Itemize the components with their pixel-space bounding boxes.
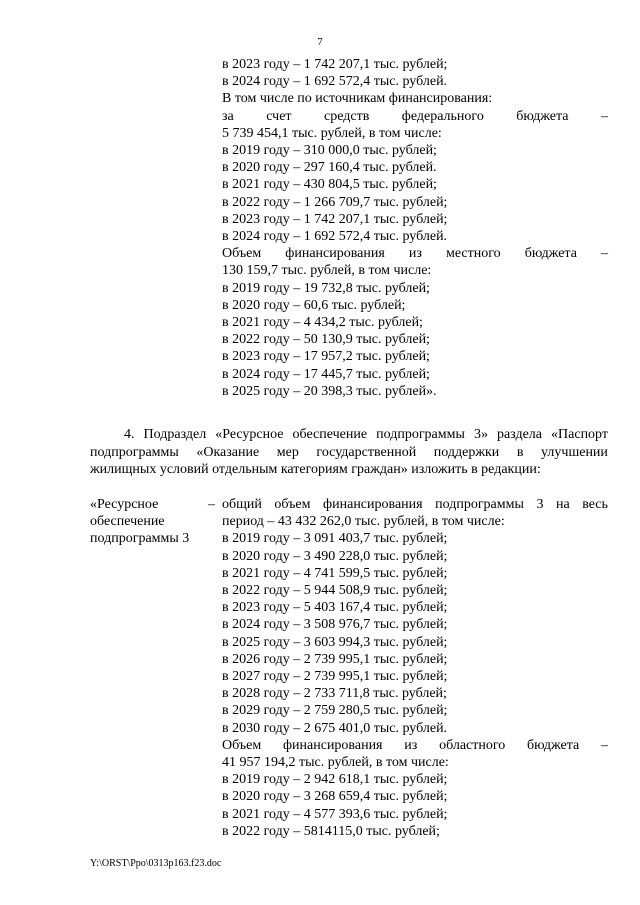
word: мер <box>276 444 299 460</box>
text-line: в 2026 году – 2 739 995,1 тыс. рублей; <box>222 651 448 667</box>
word: подпрограммы <box>435 497 524 512</box>
text-line: в 2025 году – 20 398,3 тыс. рублей». <box>222 383 437 399</box>
word: объем <box>274 497 311 512</box>
word: из <box>408 246 422 262</box>
text-line: в 2019 году – 2 942 618,1 тыс. рублей; <box>222 772 448 788</box>
text-line: 41 957 194,2 тыс. рублей, в том числе: <box>222 755 449 770</box>
text-line: в 2019 году – 3 091 403,7 тыс. рублей; <box>222 531 448 547</box>
text-line: в 2024 году – 3 508 976,7 тыс. рублей; <box>222 617 448 633</box>
word: обеспечение <box>292 427 368 442</box>
word: – <box>601 737 608 753</box>
paragraph-4-line <box>90 444 608 461</box>
text-line: период – 43 432 262,0 тыс. рублей, в том числе: <box>222 514 505 530</box>
text-line: в 2024 году – 1 692 572,4 тыс. рублей. <box>222 229 448 244</box>
text-line: в 2025 году – 3 603 994,3 тыс. рублей; <box>222 634 448 650</box>
local-budget-heading <box>222 245 608 262</box>
word: поддержки <box>433 444 500 460</box>
paragraph-4-line <box>124 426 608 443</box>
word: финансирования <box>323 497 423 512</box>
word: счет <box>266 108 292 124</box>
text-line: в 2023 году – 5 403 167,4 тыс. рублей; <box>222 600 448 616</box>
text-line: в 2023 году – 1 742 207,1 тыс. рублей; <box>222 57 448 72</box>
text-line: в 2020 году – 60,6 тыс. рублей; <box>222 297 406 313</box>
page-number: 7 <box>317 36 323 48</box>
word: бюджета <box>527 737 580 753</box>
word: Объем <box>222 246 262 262</box>
resource-label: обеспечение <box>90 514 165 530</box>
word: Объем <box>222 737 262 753</box>
text-line: 130 159,7 тыс. рублей, в том числе: <box>222 263 432 279</box>
resource-label: «Ресурсное <box>90 497 159 512</box>
word: весь <box>582 497 608 512</box>
text-line: 5 739 454,1 тыс. рублей, в том числе: <box>222 125 442 141</box>
text-line: в 2021 году – 430 804,5 тыс. рублей; <box>222 177 437 193</box>
word: «Паспорт <box>551 427 608 442</box>
word: раздела <box>496 427 542 442</box>
federal-budget-heading <box>222 108 608 125</box>
text-line: в 2021 году – 4 577 393,6 тыс. рублей; <box>222 806 448 822</box>
word: подпрограммы <box>90 444 179 460</box>
word: Подраздел <box>143 427 207 442</box>
text-line: в 2020 году – 3 490 228,0 тыс. рублей; <box>222 548 448 564</box>
text-line: в 2024 году – 17 445,7 тыс. рублей; <box>222 366 430 382</box>
word: – <box>600 108 608 124</box>
label-dash: – <box>208 497 215 512</box>
text-line: в 2027 году – 2 739 995,1 тыс. рублей; <box>222 669 448 684</box>
total-funding-heading <box>222 496 608 513</box>
text-line: в 2022 году – 5814115,0 тыс. рублей; <box>222 823 440 839</box>
word: улучшении <box>541 444 608 460</box>
word: «Ресурсное <box>215 427 284 442</box>
word: 3» <box>473 427 488 442</box>
text-line: в 2020 году – 297 160,4 тыс. рублей. <box>222 160 437 176</box>
word: местного <box>446 246 501 262</box>
text-line: в 2028 году – 2 733 711,8 тыс. рублей; <box>222 686 447 702</box>
text-line: в 2019 году – 19 732,8 тыс. рублей; <box>222 280 430 296</box>
text-line: В том числе по источникам финансирования: <box>222 91 493 107</box>
text-line: в 2021 году – 4 434,2 тыс. рублей; <box>222 315 423 330</box>
text-line: в 2030 году – 2 675 401,0 тыс. рублей. <box>222 720 448 736</box>
paragraph-4-line: жилищных условий отдельным категориям граждан» изложить в редакции: <box>90 462 541 477</box>
word: бюджета <box>524 246 577 262</box>
word: областного <box>439 737 506 753</box>
text-line: в 2023 году – 17 957,2 тыс. рублей; <box>222 349 430 365</box>
text-line: в 2022 году – 1 266 709,7 тыс. рублей; <box>222 194 448 210</box>
word: средств <box>324 108 370 124</box>
word: финансирования <box>285 246 385 262</box>
word: «Оказание <box>196 444 260 460</box>
word: государственной <box>316 444 417 460</box>
text-line: в 2019 году – 310 000,0 тыс. рублей; <box>222 143 437 158</box>
text-line: в 2024 году – 1 692 572,4 тыс. рублей. <box>222 74 448 90</box>
word: подпрограммы <box>376 427 465 442</box>
word: – <box>601 246 608 262</box>
word: 3 <box>536 497 544 512</box>
resource-label: подпрограммы 3 <box>90 531 190 547</box>
word: из <box>404 737 418 753</box>
word: финансирования <box>282 737 383 753</box>
word: в <box>516 444 524 460</box>
text-line: в 2022 году – 5 944 508,9 тыс. рублей; <box>222 583 448 598</box>
file-path-footer: Y:\ORST\Ppo\0313p163.f23.doc <box>90 858 222 869</box>
text-line: в 2023 году – 1 742 207,1 тыс. рублей; <box>222 211 448 227</box>
regional-budget-heading <box>222 737 608 754</box>
text-line: в 2029 году – 2 759 280,5 тыс. рублей; <box>222 703 448 719</box>
text-line: в 2020 году – 3 268 659,4 тыс. рублей; <box>222 789 448 805</box>
text-line: в 2021 году – 4 741 599,5 тыс. рублей; <box>222 565 448 581</box>
word: за <box>222 108 234 124</box>
word: федерального <box>401 108 484 124</box>
word: общий <box>222 497 262 512</box>
word: 4. <box>124 427 135 442</box>
word: на <box>555 497 570 512</box>
word: бюджета <box>516 108 569 124</box>
text-line: в 2022 году – 50 130,9 тыс. рублей; <box>222 332 430 348</box>
